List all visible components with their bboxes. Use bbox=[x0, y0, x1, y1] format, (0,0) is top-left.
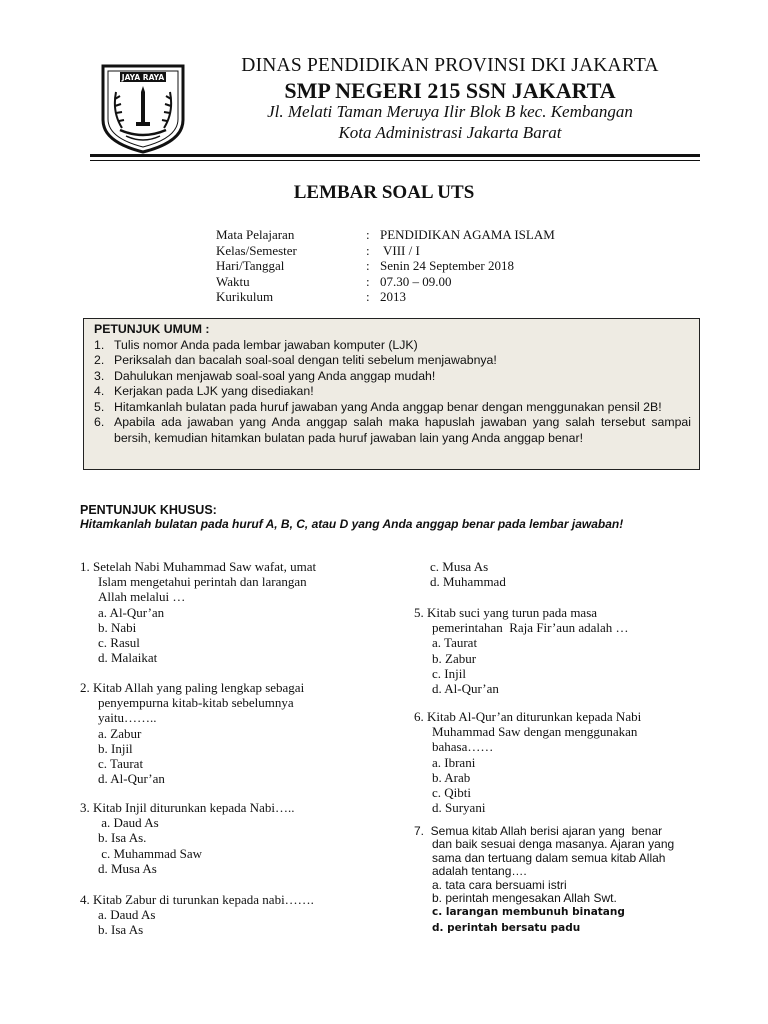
question-2 bbox=[80, 680, 400, 786]
header-address: Jl. Melati Taman Meruya Ilir Blok B kec. Kembangan bbox=[267, 102, 633, 121]
info-colon: : bbox=[366, 242, 370, 258]
answer-option: a. tata cara bersuami istri bbox=[432, 877, 567, 892]
answer-option: c. Muhammad Saw bbox=[98, 845, 202, 861]
header-divider-thin bbox=[90, 160, 700, 161]
instruction-text: Periksalah dan bacalah soal-soal dengan teliti sebelum menjawabnya! bbox=[114, 353, 497, 367]
info-value: 2013 bbox=[380, 289, 406, 304]
answer-option: b. Injil bbox=[98, 740, 133, 756]
header-agency: DINAS PENDIDIKAN PROVINSI DKI JAKARTA bbox=[241, 55, 659, 76]
info-colon: : bbox=[366, 258, 370, 273]
instruction-text: Hitamkanlah bulatan pada huruf jawaban yang Anda anggap benar dengan menggunakan pensil 2B! bbox=[114, 399, 662, 414]
answer-option: d. perintah bersatu padu bbox=[432, 921, 581, 934]
info-row-date bbox=[216, 258, 640, 274]
answer-option: b. Nabi bbox=[98, 619, 137, 635]
answer-option: d. Suryani bbox=[432, 800, 486, 816]
instruction-text: Kerjakan pada LJK yang disediakan! bbox=[114, 384, 314, 398]
info-row-class bbox=[216, 243, 640, 259]
info-colon: : bbox=[366, 289, 370, 304]
instruction-number: 3. bbox=[94, 368, 105, 383]
instruction-item bbox=[94, 384, 691, 400]
info-label: Waktu bbox=[216, 273, 250, 289]
question-stem: penyempurna kitab-kitab sebelumnya bbox=[98, 695, 294, 711]
answer-option: c. Taurat bbox=[98, 756, 144, 772]
exam-info-table bbox=[216, 227, 640, 305]
instruction-item bbox=[94, 415, 691, 446]
question-stem: pemerintahan Raja Fir’aun adalah … bbox=[432, 620, 629, 636]
question-5 bbox=[414, 605, 714, 696]
info-label: Kelas/Semester bbox=[216, 242, 297, 258]
question-stem: 2. Kitab Allah yang paling lengkap sebagai bbox=[80, 680, 305, 695]
instruction-item bbox=[94, 353, 691, 369]
question-1 bbox=[80, 559, 400, 665]
info-colon: : bbox=[366, 227, 370, 242]
info-value: 07.30 – 09.00 bbox=[380, 273, 452, 289]
instruction-text: Apabila ada jawaban yang Anda anggap salah maka hapuslah jawaban yang salah tersebut sampai bersih, kemudian hitamkan bulatan pada huruf jawaban lain yang Anda anggap benar! bbox=[114, 415, 691, 445]
info-value: PENDIDIKAN AGAMA ISLAM bbox=[380, 227, 555, 242]
instruction-item bbox=[94, 400, 691, 416]
answer-option: b. Isa As bbox=[98, 922, 144, 938]
question-7 bbox=[414, 825, 714, 936]
answer-option: c. Rasul bbox=[98, 635, 140, 651]
answer-option: d. Malaikat bbox=[98, 650, 158, 666]
info-row-curriculum bbox=[216, 289, 640, 305]
answer-option: a. Daud As bbox=[98, 815, 159, 831]
instruction-item bbox=[94, 338, 691, 354]
logo-text: JAYA RAYA bbox=[121, 73, 165, 82]
answer-option: b. perintah mengesakan Allah Swt. bbox=[432, 891, 617, 906]
question-stem: 6. Kitab Al-Qur’an diturunkan kepada Nabi bbox=[414, 709, 642, 724]
header-city: Kota Administrasi Jakarta Barat bbox=[338, 123, 562, 142]
answer-option: b. Zabur bbox=[432, 650, 477, 666]
general-instructions-box bbox=[83, 318, 700, 470]
instruction-number: 6. bbox=[94, 415, 105, 429]
header-school-name: SMP NEGERI 215 SSN JAKARTA bbox=[284, 78, 616, 103]
instruction-number: 4. bbox=[94, 384, 105, 398]
instruction-number: 1. bbox=[94, 337, 105, 352]
question-4-continued bbox=[412, 559, 712, 589]
info-label: Kurikulum bbox=[216, 289, 274, 304]
answer-option: a. Taurat bbox=[432, 635, 478, 651]
question-stem: 1. Setelah Nabi Muhammad Saw wafat, umat bbox=[80, 559, 317, 574]
question-stem: dan baik sesuai denga masanya. Ajaran yang bbox=[432, 837, 675, 852]
special-instructions-title: PENTUNJUK KHUSUS: bbox=[80, 503, 217, 517]
answer-option: a. Zabur bbox=[98, 725, 142, 741]
info-row-subject bbox=[216, 227, 640, 243]
question-4 bbox=[80, 892, 400, 938]
answer-option: a. Al-Qur’an bbox=[98, 604, 165, 620]
answer-option: a. Ibrani bbox=[432, 754, 476, 770]
page-title: LEMBAR SOAL UTS bbox=[293, 182, 475, 203]
question-stem: Allah melalui … bbox=[98, 589, 186, 605]
header-divider-thick bbox=[90, 154, 700, 157]
question-stem: adalah tentang…. bbox=[432, 864, 527, 879]
answer-option: c. larangan membunuh binatang bbox=[432, 906, 625, 919]
question-stem: 5. Kitab suci yang turun pada masa bbox=[414, 605, 598, 620]
question-stem: Islam mengetahui perintah dan larangan bbox=[98, 574, 307, 590]
info-label: Hari/Tanggal bbox=[216, 258, 285, 273]
question-stem: sama dan tertuang dalam semua kitab Allah bbox=[432, 850, 666, 865]
info-colon: : bbox=[366, 273, 370, 289]
answer-option: c. Musa As bbox=[430, 559, 489, 574]
question-stem: Muhammad Saw dengan menggunakan bbox=[432, 724, 638, 740]
answer-option: b. Arab bbox=[432, 769, 471, 785]
answer-option: b. Isa As. bbox=[98, 830, 147, 846]
answer-option: d. Muhammad bbox=[430, 574, 506, 590]
instruction-number: 5. bbox=[94, 399, 105, 414]
answer-option: d. Al-Qur’an bbox=[432, 681, 499, 697]
instruction-item bbox=[94, 369, 691, 385]
answer-option: d. Musa As bbox=[98, 860, 157, 876]
question-stem: 4. Kitab Zabur di turunkan kepada nabi……. bbox=[80, 892, 314, 907]
answer-option: c. Qibti bbox=[432, 785, 471, 801]
instruction-text: Tulis nomor Anda pada lembar jawaban komputer (LJK) bbox=[114, 337, 418, 352]
info-value: VIII / I bbox=[380, 242, 420, 258]
answer-option: c. Injil bbox=[432, 665, 466, 681]
general-instructions-title: PETUNJUK UMUM : bbox=[94, 322, 210, 336]
general-instructions-list bbox=[94, 338, 691, 447]
special-instructions-text: Hitamkanlah bulatan pada huruf A, B, C, atau D yang Anda anggap benar pada lembar jawaban! bbox=[80, 517, 624, 531]
info-row-time bbox=[216, 274, 640, 290]
info-value: Senin 24 September 2018 bbox=[380, 258, 514, 273]
question-stem: 3. Kitab Injil diturunkan kepada Nabi….. bbox=[80, 800, 295, 815]
question-stem: 7. Semua kitab Allah berisi ajaran yang benar bbox=[414, 824, 663, 838]
question-stem: bahasa…… bbox=[432, 739, 494, 755]
instruction-text: Dahulukan menjawab soal-soal yang Anda anggap mudah! bbox=[114, 368, 436, 383]
info-label: Mata Pelajaran bbox=[216, 227, 295, 242]
question-3 bbox=[80, 800, 400, 876]
instruction-number: 2. bbox=[94, 353, 105, 367]
question-6 bbox=[414, 709, 714, 815]
answer-option: d. Al-Qur’an bbox=[98, 771, 165, 787]
question-stem: yaitu…….. bbox=[98, 710, 157, 726]
answer-option: a. Daud As bbox=[98, 907, 156, 923]
